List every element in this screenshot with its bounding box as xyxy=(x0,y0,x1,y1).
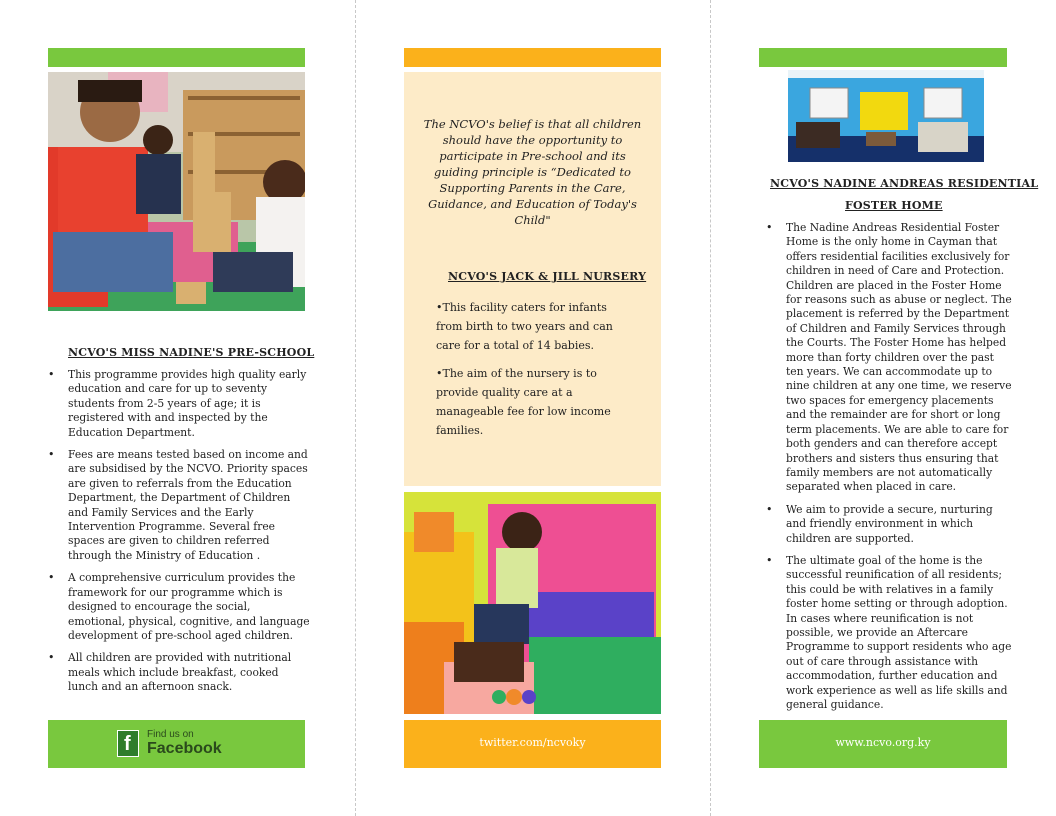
nursery-info-box xyxy=(404,72,661,486)
foster-home-photo xyxy=(788,70,984,162)
right-top-bar xyxy=(759,48,1007,67)
facebook-footer[interactable] xyxy=(48,720,305,768)
fold-line-left xyxy=(355,0,356,816)
list-item: • A comprehensive curriculum provides the framework for our programme which is designed to encourage the social, emotional, physical, cognitive, and language development of pre-school aged children. xyxy=(48,571,310,643)
website-link[interactable]: www.ncvo.org.ky xyxy=(835,736,931,749)
preschool-heading: NCVO'S MISS NADINE'S PRE-SCHOOL xyxy=(68,346,315,359)
facebook-label: Facebook xyxy=(147,740,222,757)
list-item: • The ultimate goal of the home is the successful reunification of all residents; this could be with relatives in a family foster home setting or through adoption. In cases where reunification is not possible, we provide an Aftercare Programme to support residents who age out of care through assistance with accommodation, further education and work experience as well as life skills and general guidance. xyxy=(766,554,1014,712)
twitter-footer[interactable] xyxy=(404,720,661,768)
middle-top-bar xyxy=(404,48,661,67)
website-footer[interactable] xyxy=(759,720,1007,768)
foster-home-heading-line1: NCVO'S NADINE ANDREAS RESIDENTIAL xyxy=(770,177,1039,190)
nursery-paragraph-2: •The aim of the nursery is to provide quality care at a manageable fee for low income families. xyxy=(436,367,611,437)
nursery-heading: NCVO'S JACK & JILL NURSERY xyxy=(448,270,647,283)
nursery-paragraph-1: •This facility caters for infants from birth to two years and can care for a total of 14 babies. xyxy=(436,301,613,352)
list-item: • Fees are means tested based on income and are subsidised by the NCVO. Priority spaces are given to referrals from the Education Department, the Department of Children and Family Services and the Early Intervention Programme. Several free spaces are given to children referred through the Ministry of Education . xyxy=(48,448,310,563)
list-item: • The Nadine Andreas Residential Foster Home is the only home in Cayman that offers residential facilities exclusively for children in need of Care and Protection. Children are placed in the Foster Home for reasons such as abuse or neglect. The placement is referred by the Department of Children and Family Services through the Courts. The Foster Home has helped more than forty children over the past ten years. We can accommodate up to nine children at any one time, we reserve two spaces for emergency placements and the remainder are for short or long term placements. We are able to care for both genders and can therefore accept brothers and sisters thus ensuring that family members are not automatically separated when placed in care. xyxy=(766,221,1014,495)
foster-home-bullet-list xyxy=(766,221,1014,720)
left-top-bar xyxy=(48,48,305,67)
fold-line-right xyxy=(710,0,711,816)
find-us-label: Find us on xyxy=(147,729,194,740)
nursery-photo xyxy=(404,492,661,714)
list-item: • We aim to provide a secure, nurturing and friendly environment in which children are supported. xyxy=(766,503,1014,546)
facebook-icon: f xyxy=(117,730,139,757)
preschool-bullet-list xyxy=(48,368,310,703)
twitter-link[interactable]: twitter.com/ncvoky xyxy=(479,736,586,749)
list-item: • This programme provides high quality early education and care for up to seventy students from 2-5 years of age; it is registered with and inspected by the Education Department. xyxy=(48,368,310,440)
preschool-photo xyxy=(48,72,305,311)
belief-quote: The NCVO's belief is that all children should have the opportunity to participate in Pre-school and its guiding principle is “Dedicated to Supporting Parents in the Care, Guidance, and Education of Today's Child" xyxy=(423,117,642,227)
foster-home-heading-line2: FOSTER HOME xyxy=(845,199,943,212)
list-item: • All children are provided with nutritional meals which include breakfast, cooked lunch and an afternoon snack. xyxy=(48,651,310,694)
